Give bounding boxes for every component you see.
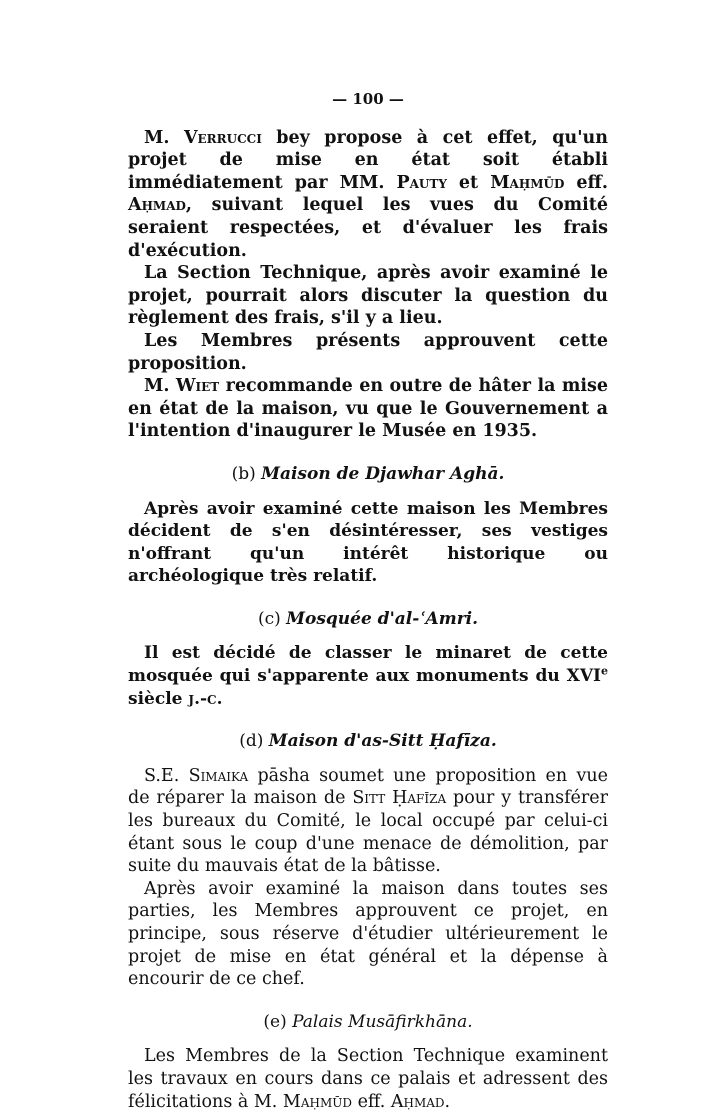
person-name: Maḥmūd xyxy=(282,1091,352,1112)
page-content xyxy=(128,88,608,1113)
section-heading-c xyxy=(128,608,608,631)
era-label: j.-c. xyxy=(188,688,223,709)
person-name: Simaika xyxy=(188,765,249,786)
section-heading-d xyxy=(128,730,608,753)
person-name: Wiet xyxy=(175,376,220,397)
section-title: Mosquée d'al-ʿAmri. xyxy=(286,608,479,629)
section-heading-b xyxy=(128,463,608,486)
person-name: Verrucci xyxy=(183,127,262,148)
person-name: Sitt Ḥafīza xyxy=(352,788,447,809)
section-d-paragraph-1: S.E. Simaika pāsha soumet une proposition en vue de réparer la maison de Sitt Ḥafīza pour y transférer les bureaux du Comité, le local occupé par celui-ci étant sous le coup d'une menace de démolition, par suite du mauvais état de la bâtisse. xyxy=(128,765,608,877)
section-b-paragraph: Après avoir examiné cette maison les Membres décident de s'en désintéresser, ses vestiges n'offrant qu'un intérêt historique ou archéologique très relatif. xyxy=(128,498,608,587)
section-d-paragraph-2: Après avoir examiné la maison dans toutes ses parties, les Membres approuvent ce projet, en principe, sous réserve d'étudier ultérieurement le projet de mise en état général et la dépense à encourir de ce chef. xyxy=(128,878,608,990)
page-number: — 100 — xyxy=(332,90,404,108)
section-letter: (b) xyxy=(231,463,256,484)
section-title: Maison de Djawhar Aghā. xyxy=(261,463,505,484)
section-letter: (d) xyxy=(239,731,264,752)
person-name: Maḥmūd xyxy=(490,172,565,193)
section-title: Palais Musāfirkhāna. xyxy=(292,1011,473,1032)
section-title: Maison d'as-Sitt Ḥafīza. xyxy=(268,731,497,752)
intro-paragraph-4: M. Wiet recommande en outre de hâter la mise en état de la maison, vu que le Gouvernement a l'intention d'inaugurer le Musée en 1935. xyxy=(128,376,608,442)
section-heading-e xyxy=(128,1011,608,1034)
intro-paragraph-3: Les Membres présents approuvent cette proposition. xyxy=(128,330,608,374)
intro-paragraph-2: La Section Technique, après avoir examiné le projet, pourrait alors discuter la question du règlement des frais, s'il y a lieu. xyxy=(128,263,608,329)
person-name: Aḥmad xyxy=(128,195,186,216)
section-letter: (e) xyxy=(263,1011,287,1032)
intro-paragraph-1: M. Verrucci bey propose à cet effet, qu'un projet de mise en état soit établi immédiatement par MM. Pauty et Maḥmūd eff. Aḥmad, suivant lequel les vues du Comité seraient respectées, et d'évaluer les frais d'exécution. xyxy=(128,127,609,261)
section-letter: (c) xyxy=(257,608,281,629)
person-name: Aḥmad xyxy=(390,1091,445,1112)
person-name: Pauty xyxy=(396,172,447,193)
section-e-paragraph: Les Membres de la Section Technique examinent les travaux en cours dans ce palais et adressent des félicitations à M. Maḥmūd eff. Aḥmad. xyxy=(128,1046,608,1112)
superscript: e xyxy=(600,664,608,678)
section-c-paragraph: Il est décidé de classer le minaret de cette mosquée qui s'apparente aux monuments du XVIe siècle j.-c. xyxy=(128,643,608,709)
